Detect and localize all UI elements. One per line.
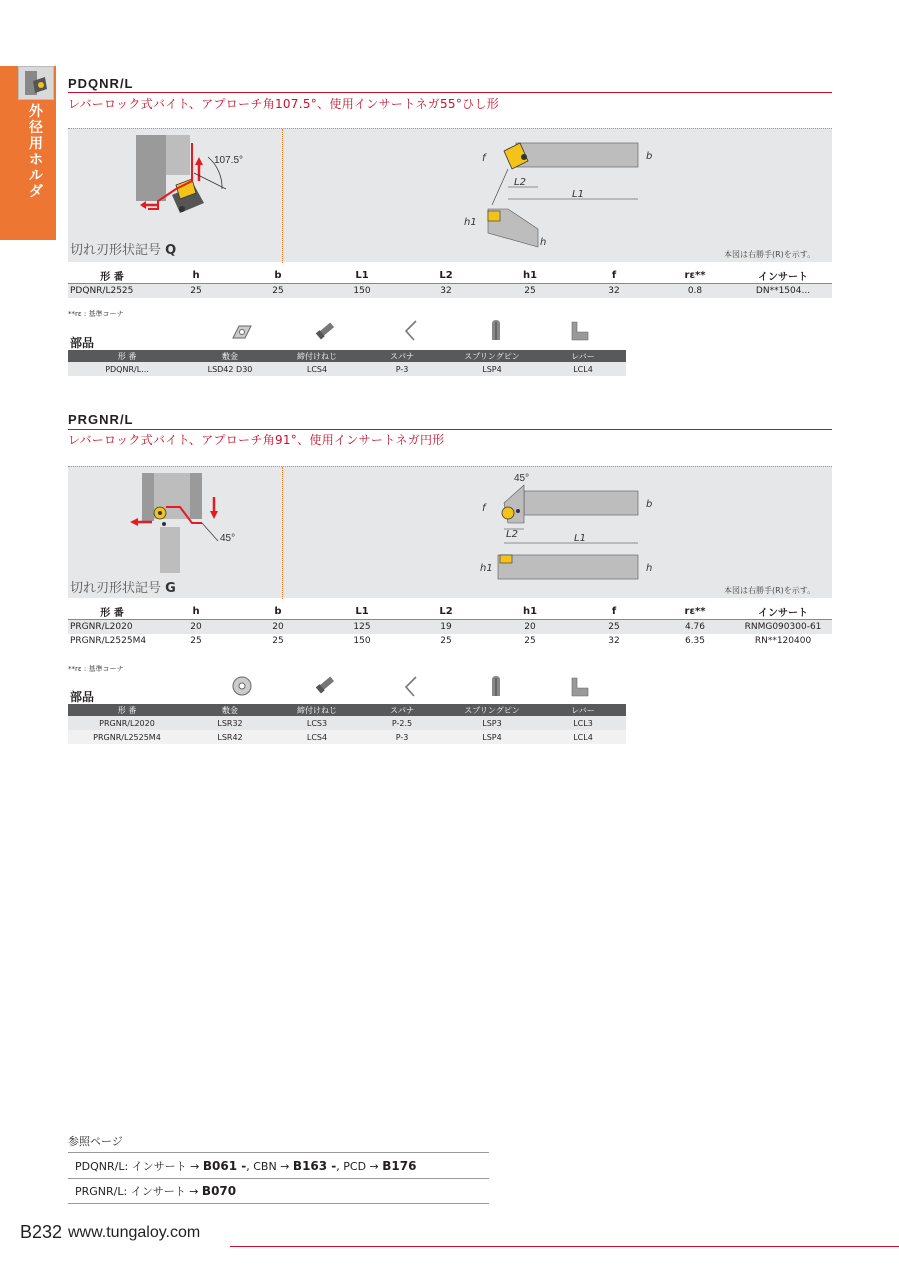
parts-cell: P-3: [360, 362, 444, 376]
angle-label-prgnr: 45°: [220, 533, 236, 544]
reference-divider: [68, 1152, 489, 1153]
parts-header-cell: スパナ: [360, 704, 444, 716]
spec-table-prgnr: [68, 604, 832, 648]
parts-header-row: [68, 704, 626, 716]
pdqnr-diagram: [68, 129, 832, 263]
parts-header-cell: 締付けねじ: [274, 704, 360, 716]
corner-note: **rε : 基準コーナ: [68, 665, 124, 673]
parts-cell: LSP4: [444, 362, 540, 376]
angle-ref-line: [202, 523, 218, 541]
feed-arrowhead-down: [210, 511, 218, 519]
category-thumbnail-icon: [18, 66, 54, 100]
spec-header-row: [68, 268, 832, 284]
spec-cell: PRGNR/L2525M4: [70, 635, 147, 646]
diagram-divider: [282, 129, 283, 263]
spec-cell: 0.8: [656, 284, 734, 298]
parts-cell: LSR42: [186, 730, 274, 744]
dim-h1: h1: [464, 217, 477, 228]
parts-label-pdqnr: 部品: [70, 336, 95, 350]
spec-cell: 32: [572, 284, 656, 298]
parts-header-cell: 形 番: [68, 704, 186, 716]
parts-cell: LSP4: [444, 730, 540, 744]
dim-l2: L2: [514, 177, 526, 188]
parts-header-cell: 形 番: [68, 350, 186, 362]
spec-cell: 25: [156, 284, 236, 298]
screw-top-view: [521, 154, 527, 160]
wrench-icon: [400, 318, 424, 342]
holder-body-shape: [142, 473, 154, 521]
holder-side-shape: [166, 135, 190, 175]
section-title-prgnr: PRGNR/L: [68, 412, 134, 427]
insert-side-view: [500, 555, 512, 563]
right-hand-note: 本図は右勝手(R)を示す。: [724, 586, 816, 595]
spec-header-cell: rε**: [684, 606, 706, 617]
spec-cell: 25: [488, 284, 572, 298]
shank-top-view: [524, 491, 638, 515]
dim-f: f: [482, 503, 486, 514]
reference-row-prgnr: [75, 1183, 236, 1199]
spec-header-cell: b: [274, 606, 282, 617]
holder-body-shape: [136, 135, 166, 201]
angle-label-pdqnr: 107.5°: [214, 155, 244, 166]
parts-cell: LSR32: [186, 716, 274, 730]
right-hand-note: 本図は右勝手(R)を示す。: [724, 250, 816, 259]
parts-header-cell: スプリングピン: [444, 350, 540, 362]
spec-header-cell: L1: [355, 270, 369, 281]
spec-cell: 150: [320, 284, 404, 298]
section-subtitle-prgnr: レバーロック式バイト、アプローチ角91°、使用インサートネガ円形: [68, 433, 445, 447]
shape-code-prgnr: 切れ刃形状記号 G: [70, 581, 176, 596]
parts-table-pdqnr: [68, 350, 626, 376]
spec-table-pdqnr: [68, 268, 832, 298]
screw-top-view: [516, 509, 520, 513]
parts-cell: LCL3: [540, 716, 626, 730]
parts-cell: PRGNR/L2020: [68, 716, 186, 730]
spec-cell: 32: [608, 635, 620, 646]
table-row: [68, 730, 626, 744]
reference-mid: , PCD →: [336, 1160, 383, 1173]
spec-header-cell: h: [192, 606, 200, 617]
feed-arrowhead-left: [140, 201, 146, 209]
section-title-pdqnr: PDQNR/L: [68, 76, 134, 91]
spec-cell: 25: [190, 635, 202, 646]
spring-pin-icon: [484, 318, 508, 342]
table-row: [68, 634, 832, 648]
diagram-panel-prgnr: [68, 466, 832, 598]
corner-note: **rε : 基準コーナ: [68, 310, 124, 318]
shank-side-view: [498, 555, 638, 579]
spec-cell: RN**120400: [754, 635, 812, 646]
screw-icon: [314, 318, 338, 342]
spec-cell: 20: [236, 620, 320, 634]
dim-h: h: [540, 237, 547, 248]
spec-cell: 4.76: [656, 620, 734, 634]
spec-cell: RNMG090300-61: [734, 620, 832, 634]
spec-header-cell: f: [611, 270, 617, 281]
parts-cell: LCL4: [540, 730, 626, 744]
angle-label-top: 45°: [514, 473, 530, 484]
reference-title: 参照ページ: [68, 1135, 123, 1148]
website-link[interactable]: www.tungaloy.com: [68, 1224, 201, 1241]
dim-h1: h1: [480, 563, 493, 574]
side-tab-label: 外径用ホルダ: [29, 104, 43, 200]
parts-cell: P-3: [360, 730, 444, 744]
table-row: [68, 284, 832, 298]
dim-l2: L2: [506, 529, 518, 540]
spec-cell: 6.35: [684, 635, 706, 646]
dim-b: b: [646, 499, 653, 510]
dim-l1: L1: [574, 533, 586, 544]
spec-cell: 25: [572, 620, 656, 634]
wrench-icon: [400, 674, 424, 698]
spec-header-cell: インサート: [758, 272, 808, 283]
spec-header-cell: h: [192, 270, 200, 281]
shape-code-pdqnr: 切れ刃形状記号 Q: [70, 243, 177, 258]
parts-cell: LCS3: [274, 716, 360, 730]
parts-header-row: [68, 350, 626, 362]
dim-f: f: [482, 153, 486, 164]
diagram-divider: [282, 467, 283, 599]
spec-cell: 25: [236, 284, 320, 298]
reference-mid: , CBN →: [246, 1160, 293, 1173]
spec-header-cell: b: [274, 270, 282, 281]
holder-edge-shape: [190, 473, 202, 519]
spec-cell: 25: [440, 635, 452, 646]
spring-pin-icon: [484, 674, 508, 698]
spec-cell: PRGNR/L2020: [68, 620, 156, 634]
diagram-panel-pdqnr: [68, 128, 832, 262]
spec-header-cell: L2: [439, 270, 453, 281]
spec-cell: 150: [353, 635, 371, 646]
section-rule: [68, 429, 832, 430]
spec-header-row: [68, 604, 832, 620]
parts-cell: LCL4: [540, 362, 626, 376]
spec-cell: 20: [488, 620, 572, 634]
table-row: [68, 620, 832, 634]
page-link[interactable]: B163 -: [292, 1159, 337, 1173]
parts-cell: LSP3: [444, 716, 540, 730]
screw-icon: [314, 672, 338, 696]
spec-cell: 125: [320, 620, 404, 634]
spec-cell: PDQNR/L2525: [68, 284, 156, 298]
spec-cell: DN**1504...: [734, 284, 832, 298]
shim-round-icon: [230, 674, 254, 698]
dim-l1: L1: [572, 189, 584, 200]
shim-diamond-icon: [230, 320, 254, 344]
shank-top-view: [516, 143, 638, 167]
insert-side-view: [488, 211, 500, 221]
parts-header-cell: スプリングピン: [444, 704, 540, 716]
parts-cell: LSD42 D30: [186, 362, 274, 376]
parts-header-cell: 敷金: [186, 350, 274, 362]
parts-cell: P-2.5: [360, 716, 444, 730]
footer-rule: [230, 1246, 899, 1247]
edge-ref-line: [492, 169, 508, 205]
dim-b: b: [646, 151, 653, 162]
lever-icon: [568, 318, 592, 342]
table-row: [68, 716, 626, 730]
page-link[interactable]: B176: [382, 1159, 417, 1173]
prgnr-diagram: [68, 467, 832, 599]
parts-header-cell: レバー: [540, 704, 626, 716]
parts-header-cell: 敷金: [186, 704, 274, 716]
table-row: [68, 362, 626, 376]
parts-cell: PDQNR/L...: [68, 362, 186, 376]
page-link[interactable]: B070: [201, 1184, 237, 1198]
reference-prefix: PDQNR/L: インサート →: [75, 1160, 203, 1173]
insert-top-view: [502, 507, 514, 519]
spec-header-cell: インサート: [758, 608, 808, 619]
spec-cell: 20: [156, 620, 236, 634]
section-subtitle-pdqnr: レバーロック式バイト、アプローチ角107.5°、使用インサートネガ55°ひし形: [68, 97, 500, 111]
dim-h: h: [646, 563, 653, 574]
parts-header-cell: レバー: [540, 350, 626, 362]
parts-cell: LCS4: [274, 362, 360, 376]
spec-cell: 19: [404, 620, 488, 634]
spec-cell: 32: [404, 284, 488, 298]
reference-divider: [68, 1203, 489, 1204]
reference-prefix: PRGNR/L: インサート →: [75, 1185, 202, 1198]
screw-shape: [179, 206, 185, 212]
insert-screw-shape: [158, 511, 162, 515]
section-rule: [68, 92, 832, 93]
feed-arrowhead-left: [130, 518, 138, 526]
spec-header-cell: L1: [355, 606, 369, 617]
pin-shape: [162, 522, 166, 526]
parts-header-cell: 締付けねじ: [274, 350, 360, 362]
reference-row-pdqnr: [75, 1158, 416, 1174]
reference-divider: [68, 1178, 489, 1179]
parts-table-prgnr: [68, 704, 626, 744]
spec-header-cell: h1: [522, 606, 538, 617]
parts-label-prgnr: 部品: [70, 690, 95, 704]
spec-header-cell: f: [611, 606, 617, 617]
spec-cell: 25: [272, 635, 284, 646]
spec-header-cell: 形 番: [100, 608, 124, 619]
spec-header-cell: L2: [439, 606, 453, 617]
spec-header-cell: h1: [522, 270, 538, 281]
workpiece-shape: [160, 527, 180, 573]
page-number: B232: [20, 1222, 63, 1242]
parts-header-cell: スパナ: [360, 350, 444, 362]
page-link[interactable]: B061 -: [202, 1159, 247, 1173]
spec-cell: 25: [524, 635, 536, 646]
spec-header-cell: rε**: [684, 270, 706, 281]
spec-header-cell: 形 番: [100, 272, 124, 283]
parts-cell: LCS4: [274, 730, 360, 744]
parts-cell: PRGNR/L2525M4: [68, 730, 186, 744]
feed-arrowhead-up: [195, 157, 203, 165]
lever-icon: [568, 674, 592, 698]
